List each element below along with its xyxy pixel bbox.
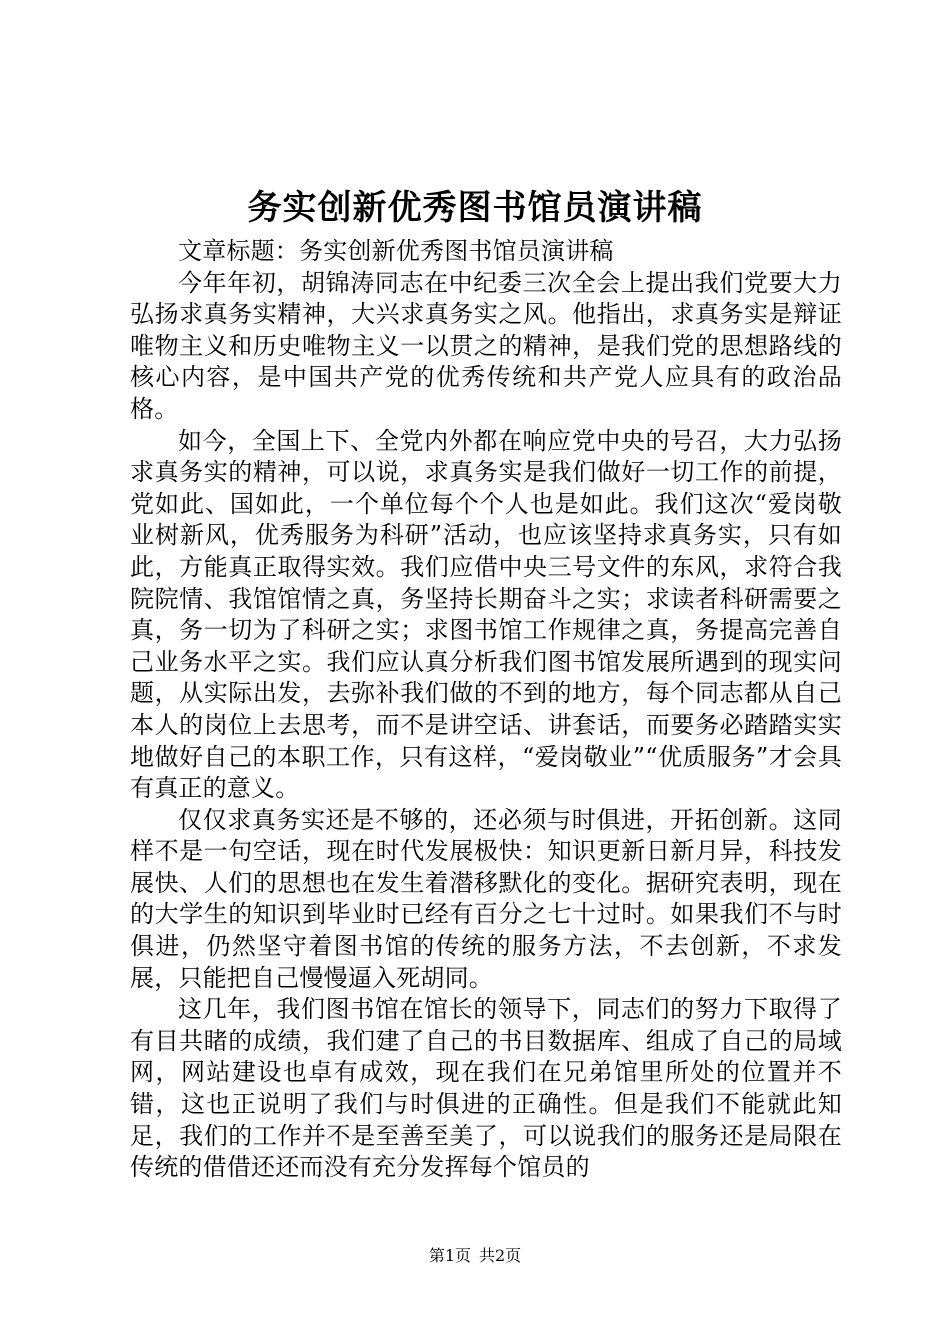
document-body xyxy=(130,236,842,1184)
paragraph-1: 今年年初，胡锦涛同志在中纪委三次全会上提出我们党要大力弘扬求真务实精神，大兴求真务实之风。他指出，求真务实是辩证唯物主义和历史唯物主义一以贯之的精神，是我们党的思想路线的核心内容，是中国共产党的优秀传统和共产党人应具有的政治品格。 xyxy=(130,268,842,423)
article-title-line: 文章标题：务实创新优秀图书馆员演讲稿 xyxy=(178,237,614,265)
paragraph-3: 仅仅求真务实还是不够的，还必须与时俱进，开拓创新。这同样不是一句空话，现在时代发展极快：知识更新日新月异，科技发展快、人们的思想也在发生着潜移默化的变化。据研究表明，现在的大学生的知识到毕业时已经有百分之七十过时。如果我们不与时俱进，仍然坚守着图书馆的传统的服务方法，不去创新，不求发展，只能把自己慢慢逼入死胡同。 xyxy=(130,805,842,992)
page-number-total: 共2页 xyxy=(479,1246,522,1265)
paragraph-4: 这几年，我们图书馆在馆长的领导下，同志们的努力下取得了有目共睹的成绩，我们建了自己的书目数据库、组成了自己的局域网，网站建设也卓有成效，现在我们在兄弟馆里所处的位置并不错，这也正说明了我们与时俱进的正确性。但是我们不能就此知足，我们的工作并不是至善至美了，可以说我们的服务还是局限在传统的借借还还而没有充分发挥每个馆员的 xyxy=(130,995,842,1182)
document-title: 务实创新优秀图书馆员演讲稿 xyxy=(247,188,703,228)
page-footer xyxy=(0,1244,950,1268)
paragraph-2: 如今，全国上下、全党内外都在响应党中央的号召，大力弘扬求真务实的精神，可以说，求真务实是我们做好一切工作的前提，党如此、国如此，一个单位每个个人也是如此。我们这次“爱岗敬业树新风，优秀服务为科研”活动，也应该坚持求真务实，只有如此，方能真正取得实效。我们应借中央三号文件的东风，求符合我院院情、我馆馆情之真，务坚持长期奋斗之实；求读者科研需要之真，务一切为了科研之实；求图书馆工作规律之真，务提高完善自己业务水平之实。我们应认真分析我们图书馆发展所遇到的现实问题，从实际出发，去弥补我们做的不到的地方，每个同志都从自己本人的岗位上去思考，而不是讲空话、讲套话，而要务必踏踏实实地做好自己的本职工作，只有这样，“爱岗敬业”“优质服务”才会具有真正的意义。 xyxy=(130,426,842,803)
page-number-current: 第1页 xyxy=(428,1246,471,1265)
